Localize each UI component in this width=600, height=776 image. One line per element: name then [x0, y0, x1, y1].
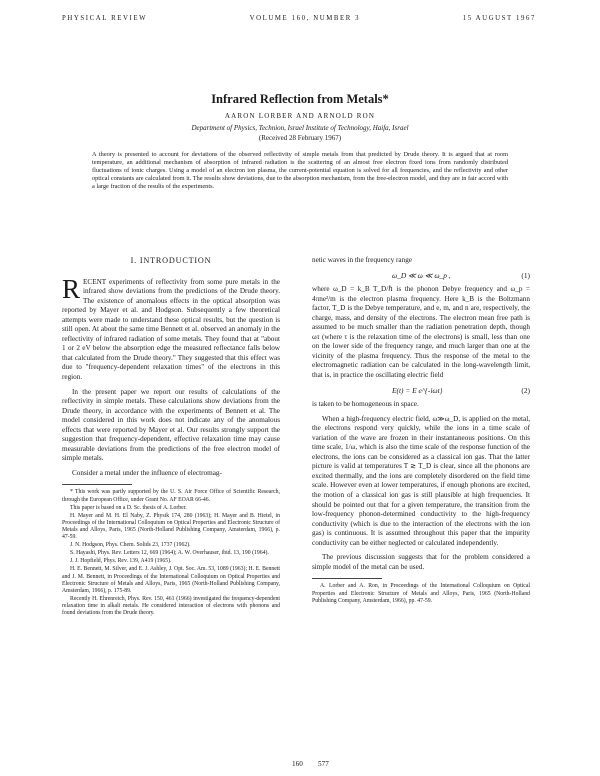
received-date: (Received 28 February 1967) — [258, 134, 342, 142]
paper-title: Infrared Reflection from Metals* — [211, 92, 389, 106]
footnote: H. E. Bennett, M. Silver, and E. J. Ashley, J. Opt. Soc. Am. 53, 1089 (1963); H. E. Bennett and J. M. Bennett, in Proceedings of the International Colloquium on Optical Properties and Electronic Structure of Metals and Alloys, Paris, 1965 (North-Holland Publishing Company, Amsterdam, 1966), p. 175-89. — [62, 566, 280, 594]
right-paragraph-intro: netic waves in the frequency range — [312, 256, 412, 264]
footnote: A. Lorber and A. Ron, in Proceedings of the International Colloquium on Optical Properties and Electronic Structure of Metals and Alloys, Paris, 1965 (North-Holland Publishing Company, Amsterdam, 1966), pp. 47-59. — [312, 583, 530, 604]
intro-paragraph-1-text: ECENT experiments of reflectivity from some pure metals in the infrared show deviations from the predictions of the Drude theory. The existence of anomalous effects in the optical absorption was reported by Mayer et al. and Hodgson. Subsequently a few theoretical attempts were made to understand these optical results, but the question is still open. At about the same time Bennett et al. observed an anomaly in the reflectivity of infrared radiation of some metals. They found that at "about 1 or 2 eV below the absorption edge the measured reflectance falls below that calculated from the Drude theory." They suggested that this effect was due to "frequency-dependent relaxation times" of the electrons in this region. — [62, 277, 280, 382]
equation-2-number: (2) — [521, 385, 530, 395]
footnote-rule — [62, 484, 132, 485]
right-column — [312, 256, 530, 606]
section-heading: I. INTRODUCTION — [130, 256, 212, 265]
intro-paragraph-1 — [62, 273, 280, 383]
volume-number: VOLUME 160, NUMBER 3 — [249, 15, 361, 22]
right-paragraph-3: is taken to be homogeneous in space. — [312, 400, 419, 409]
page-number-left: 160 — [292, 760, 303, 768]
page-number-right: 577 — [318, 760, 329, 768]
footnote-rule — [312, 578, 382, 579]
footnote: S. Hayashi, Phys. Rev. Letters 12, 669 (1964); A. W. Overhauser, ibid. 13, 190 (1964). — [70, 550, 269, 557]
footnote: J. J. Hopfield, Phys. Rev. 139, A419 (1965). — [70, 558, 172, 565]
equation-1 — [312, 271, 530, 281]
running-header — [62, 15, 536, 22]
right-paragraph-2: where ω_D = k_B T_D/ℏ is the phonon Debye frequency and ω_p = 4πne²/m is the electron plasma frequency. Here k_B is the Boltzmann factor, T_D is the Debye temperature, and e, m, and n are, respectively, the charge, mass, and density of the electrons. The electron mean free path is assumed to be much smaller than the radiation penetration depth, though ωτ (where τ is the relaxation time of the electrons) is small, less than one on the lower side of the frequency range, and much larger than one at the vicinity of the plasma frequency. Thus the response of the metal to the electromagnetic radiation can be calculated in the long-wavelength limit, that is, in practice the oscillating electric field — [312, 285, 530, 380]
right-footnotes — [312, 583, 530, 604]
footnote: Recently H. Ehrenreich, Phys. Rev. 150, 461 (1966) investigated the frequency-dependent relaxation time in alkali metals. He considered interaction of electrons with phonons and found deviations from the Drude theory. — [62, 595, 280, 616]
footnote: H. Mayer and M. H. El Naby, Z. Physik 174, 280 (1963); H. Mayer and B. Hietel, in Proceedings of the International Colloquium on Optical Properties and Electronic Structure of Metals and Alloys, Paris, 1965 (North-Holland Publishing Company, Amsterdam, 1966), p. 47-59. — [62, 512, 280, 541]
author-affiliation: Department of Physics, Technion, Israel Institute of Technology, Haifa, Israel — [191, 124, 409, 132]
intro-paragraph-3: Consider a metal under the influence of electromag- — [72, 468, 222, 477]
equation-1-number: (1) — [521, 270, 530, 280]
equation-2 — [312, 386, 530, 396]
equation-2-body: E(t) = E e^{-iωt} — [392, 385, 443, 395]
equation-1-body: ω_D ≪ ω ≪ ω_p , — [392, 270, 451, 280]
journal-name: PHYSICAL REVIEW — [62, 15, 148, 22]
issue-date: 15 AUGUST 1967 — [462, 15, 536, 22]
footnotes — [62, 489, 280, 617]
footnote: * This work was partly supported by the U. S. Air Force Office of Scientific Research, through the European Office, under Grant No. AF EOAR 66-46. — [62, 489, 280, 503]
left-column — [62, 256, 280, 618]
abstract: A theory is presented to account for deviations of the observed reflectivity of simple metals from that predicted by Drude theory. It is argued that at room temperature, an additional mechanism of absorption of infrared radiation is the scattering of an almost free electron fixed ions from randomly distributed fluctuations of ionic charges. Using a model of an electron ion plasma, the current-potential equation is solved for all frequencies, and the reflectivity and other optical constants are calculated from it. The results show deviations, due to the absorption mechanism, from the free-electron model, and they are in fair accord with a large fraction of the results of the experiments. — [92, 151, 508, 190]
footnote: This paper is based on a D. Sc. thesis of A. Lorber. — [70, 504, 187, 511]
author-list: AARON LORBER AND ARNOLD RON — [224, 112, 376, 120]
intro-paragraph-2: In the present paper we report our results of calculations of the reflectivity in simple metals. These calculations show deviations from the Drude theory, in accordance with the experiments of Bennett et al. The model considered in this work does not indicate any of the anomalous effects that were reported by Mayer et al. Our results strongly support the suggestion that frequency-dependent, effective relaxation time may cause measurable deviations from the predictions of the free electron model of simple metals. — [62, 387, 280, 463]
drop-cap: R — [62, 273, 81, 304]
right-paragraph-4: When a high-frequency electric field, ω≫ω_D, is applied on the metal, the electrons respond very quickly, while the ions in a time scale of variation of the wave are frozen in their instantaneous positions. On this time scale, 1/ω, which is also the time scale of the response function of the electrons, the ions can be considered as a classical ion gas. That the latter picture is valid at temperatures T ≳ T_D is clear, since all the phonons are excited thermally, and the ions are completely disordered on the field time scale. However even at lower temperatures, if enough phonons are excited, the motion of a classical ion gas is still plausible at high frequencies. It should be pointed out that for a given temperature, the transition from the low-frequency phonon-determined conductivity to the high-frequency conductivity (which is due to the interaction of the electrons with the ion gas) is continuous. It is assumed throughout this paper that the impurity conductivity can be either neglected or calculated independently. — [312, 414, 530, 547]
footnote: J. N. Hodgson, Phys. Chem. Solids 23, 1737 (1962). — [70, 542, 191, 549]
right-paragraph-5: The previous discussion suggests that for the problem considered a simple model of the metal can be used. — [312, 553, 530, 571]
